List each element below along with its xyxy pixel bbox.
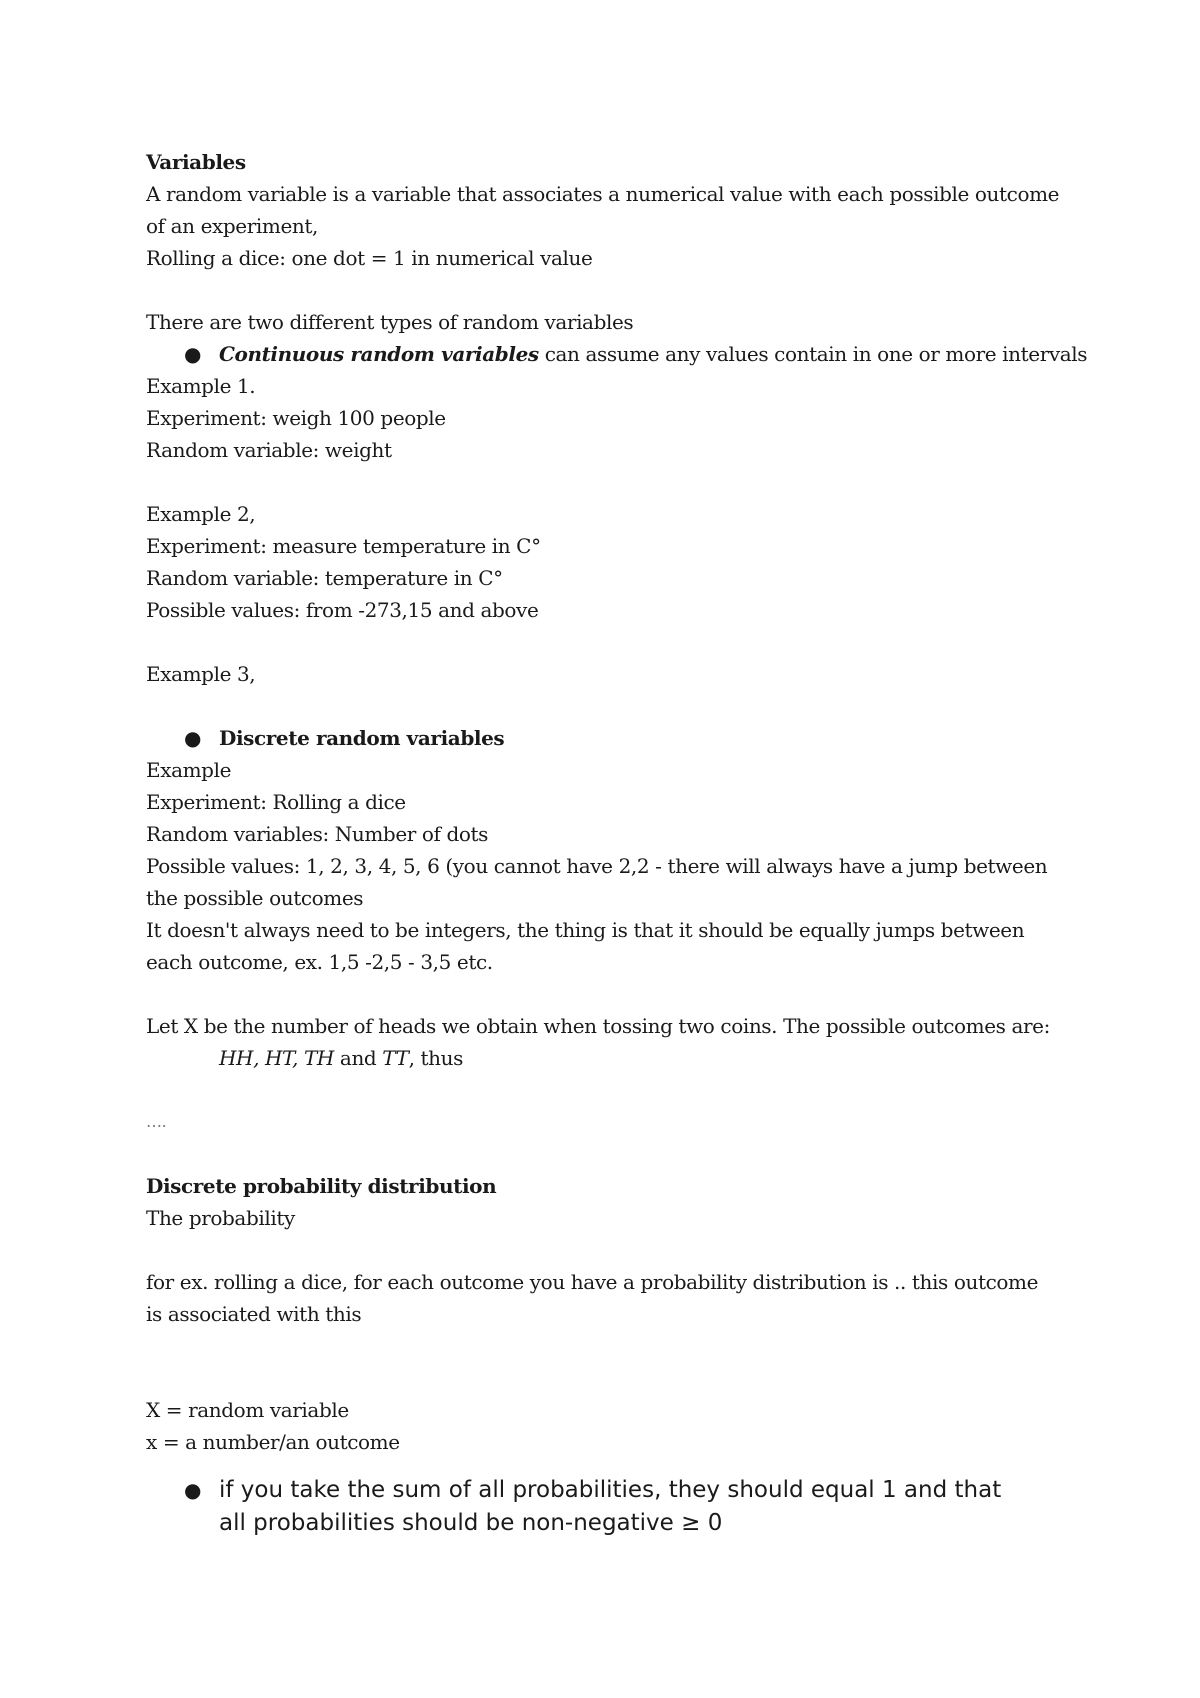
ellipsis: …. — [146, 1112, 167, 1131]
blank-line — [146, 466, 1086, 498]
example2-experiment: Experiment: measure temperature in C° — [146, 534, 541, 558]
for-ex-line-2: is associated with this — [146, 1302, 362, 1326]
discrete-random-variables: Random variables: Number of dots — [146, 822, 489, 846]
discrete-integers-1: It doesn't always need to be integers, the thing is that it should be equally jumps between — [146, 918, 1025, 942]
outcome-th: TH — [298, 1046, 334, 1070]
discrete-term: Discrete random variables — [219, 726, 505, 750]
blank-line — [146, 1074, 1086, 1106]
outcome-thus: , thus — [408, 1046, 463, 1070]
outcome-and: and — [333, 1046, 383, 1070]
x-lower-definition: x = a number/an outcome — [146, 1430, 400, 1454]
discrete-experiment: Experiment: Rolling a dice — [146, 790, 406, 814]
blank-line — [146, 690, 1086, 722]
blank-line — [146, 1330, 1086, 1362]
bullet-icon: ● — [184, 342, 202, 366]
document-page — [146, 146, 1086, 1540]
discrete-example-label: Example — [146, 758, 232, 782]
discrete-possible-values-2: the possible outcomes — [146, 886, 364, 910]
blank-line — [146, 1234, 1086, 1266]
blank-line — [146, 978, 1086, 1010]
outcome-tt: TT — [382, 1046, 409, 1070]
blank-line — [146, 1362, 1086, 1394]
bullet-icon: ● — [184, 1478, 202, 1502]
coins-outcomes — [146, 1042, 1086, 1074]
blank-line — [146, 1138, 1086, 1170]
sum-bullet-line-1: if you take the sum of all probabilities, they should equal 1 and that — [219, 1477, 1002, 1503]
heading-variables: Variables — [146, 150, 246, 174]
the-probability: The probability — [146, 1206, 295, 1230]
types-intro: There are two different types of random variables — [146, 310, 634, 334]
example2-possible-values: Possible values: from -273,15 and above — [146, 598, 539, 622]
definition-line-1: A random variable is a variable that associates a numerical value with each possible outcome — [146, 182, 1060, 206]
bullet-continuous — [146, 338, 1086, 370]
outcome-hh: HH, — [219, 1046, 260, 1070]
blank-line — [146, 274, 1086, 306]
example2-random-variable: Random variable: temperature in C° — [146, 566, 503, 590]
example1-experiment: Experiment: weigh 100 people — [146, 406, 446, 430]
x-upper-definition: X = random variable — [146, 1398, 349, 1422]
heading-discrete-probability: Discrete probability distribution — [146, 1174, 497, 1198]
definition-line-2: of an experiment, — [146, 214, 318, 238]
discrete-possible-values-1: Possible values: 1, 2, 3, 4, 5, 6 (you cannot have 2,2 - there will always have a jump between — [146, 854, 1048, 878]
dice-line: Rolling a dice: one dot = 1 in numerical value — [146, 246, 593, 270]
bullet-discrete — [146, 722, 1086, 754]
discrete-integers-2: each outcome, ex. 1,5 -2,5 - 3,5 etc. — [146, 950, 493, 974]
for-ex-line-1: for ex. rolling a dice, for each outcome you have a probability distribution is .. this outcome — [146, 1270, 1039, 1294]
blank-line — [146, 626, 1086, 658]
example1-label: Example 1. — [146, 374, 256, 398]
coins-line-1: Let X be the number of heads we obtain when tossing two coins. The possible outcomes are: — [146, 1014, 1050, 1038]
bullet-icon: ● — [184, 726, 202, 750]
example2-label: Example 2, — [146, 502, 256, 526]
sum-bullet-line-2: all probabilities should be non-negative ≥ 0 — [219, 1510, 723, 1536]
outcome-ht: HT, — [259, 1046, 299, 1070]
bullet-sum-probabilities — [146, 1474, 1086, 1540]
continuous-rest: can assume any values contain in one or more intervals — [538, 342, 1088, 366]
continuous-term: Continuous random variables — [219, 342, 539, 366]
example3-label: Example 3, — [146, 662, 256, 686]
example1-random-variable: Random variable: weight — [146, 438, 392, 462]
